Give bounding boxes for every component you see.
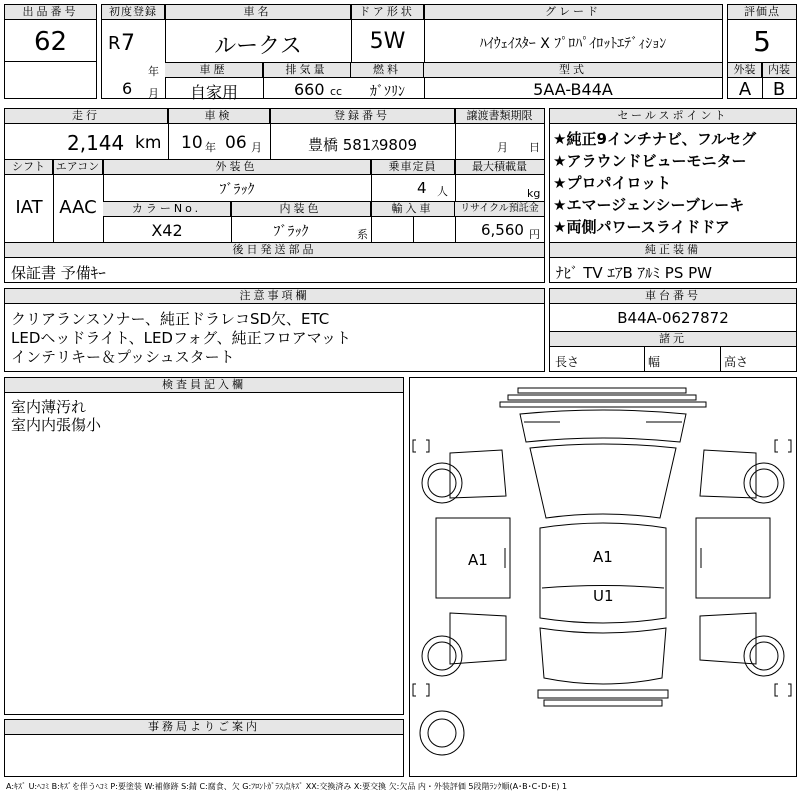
- mileage: 2,144: [67, 131, 125, 155]
- ext-color: ﾌﾞﾗｯｸ: [219, 182, 255, 198]
- damage-mark: A1: [468, 551, 488, 569]
- first-reg-label: 初度登録: [102, 5, 165, 20]
- office-box: [4, 719, 404, 777]
- color-no-label: カラーNo.: [103, 202, 231, 217]
- recycle-label: リサイクル預託金: [455, 202, 544, 217]
- mileage-unit: km: [135, 133, 162, 153]
- inspector-box: [4, 377, 404, 715]
- color-no: X42: [151, 221, 183, 240]
- fuel-label: 燃料: [351, 63, 424, 78]
- damage-mark: U1: [593, 587, 614, 605]
- transfer-month: 月: [497, 141, 508, 154]
- history: 自家用: [189, 83, 238, 102]
- int-color-unit: 系: [357, 228, 368, 241]
- sales-points-label: セールスポイント: [550, 109, 796, 124]
- reg-month: 6: [122, 79, 133, 98]
- inspection-label: 車検: [168, 109, 270, 124]
- shift-label: シフト: [5, 160, 53, 175]
- length-label: 長さ: [555, 355, 580, 369]
- lot-number-label: 出品番号: [5, 5, 96, 20]
- month-unit: 月: [148, 87, 159, 100]
- office-label: 事務局よりご案内: [5, 720, 403, 735]
- recycle-fee: 6,560: [481, 221, 524, 239]
- later-parts: 保証書 予備ｷｰ: [11, 264, 106, 282]
- ac-label: エアコン: [53, 160, 103, 175]
- chassis-label: 車台番号: [550, 289, 796, 304]
- reg-year: 7: [121, 31, 135, 56]
- displacement-label: 排気量: [263, 63, 351, 78]
- ext-color-label: 外装色: [103, 160, 371, 175]
- score-box: [727, 4, 797, 99]
- lot-number-box: [4, 4, 97, 99]
- capacity-label: 乗車定員: [371, 160, 455, 175]
- note-line: LEDヘッドライト、LEDフォグ、純正フロアマット: [11, 329, 352, 347]
- exterior-grade: A: [738, 79, 752, 100]
- car-diagram: [409, 377, 797, 777]
- transfer-day: 日: [529, 141, 540, 154]
- door-label: ドア形状: [351, 5, 424, 20]
- grade-label: グレード: [424, 5, 722, 20]
- grade: ﾊｲｳｪｲｽﾀｰ X ﾌﾟﾛﾊﾟｲﾛｯﾄｴﾃﾞｨｼｮﾝ: [479, 36, 667, 52]
- model-code: 5AA-B44A: [533, 80, 613, 99]
- inspection-year: 10: [181, 133, 203, 153]
- history-label: 車歴: [165, 63, 263, 78]
- legend: A:ｷｽﾞ U:ﾍｺﾐ B:ｷｽﾞを伴うﾍｺﾐ P:要塗装 W:補修跡 S:錆 C:腐食、欠 G:ﾌﾛﾝﾄｶﾞﾗｽ点ｷｽﾞ XX:交換済み X:要交換 欠:欠品 内・外装評価 5段階ﾗﾝｸ順(A･B･C･D･E) 1: [6, 782, 568, 791]
- factory-equipment: ﾅﾋﾞ TV ｴｱB ｱﾙﾐ PS PW: [556, 264, 712, 282]
- sales-point: ★エマージェンシーブレーキ: [553, 196, 745, 214]
- damage-mark: A1: [593, 548, 613, 566]
- chassis-box: [549, 288, 797, 372]
- era: R: [108, 33, 121, 54]
- width-label: 幅: [648, 355, 661, 369]
- notes-box: [4, 288, 545, 372]
- displacement: 660: [294, 80, 325, 99]
- displacement-unit: cc: [330, 85, 343, 98]
- model-label: 型式: [424, 63, 722, 78]
- capacity: 4: [417, 179, 427, 197]
- door-type: 5W: [369, 29, 406, 54]
- height-label: 高さ: [724, 355, 749, 369]
- plate-label: 登録番号: [270, 109, 455, 124]
- chassis-number: B44A-0627872: [617, 309, 729, 327]
- overall-score: 5: [753, 25, 771, 58]
- max-load-unit: kg: [527, 187, 541, 200]
- sales-points-box: [549, 108, 797, 283]
- max-load-label: 最大積載量: [455, 160, 544, 175]
- inspector-label: 検査員記入欄: [5, 378, 403, 393]
- exterior-grade-label: 外装: [728, 63, 762, 78]
- sales-point: ★アラウンドビューモニター: [553, 152, 747, 170]
- mileage-label: 走行: [5, 109, 168, 124]
- transfer-label: 譲渡書類期限: [455, 109, 544, 124]
- sales-point: ★両側パワースライドドア: [553, 218, 730, 236]
- ac: AAC: [59, 197, 97, 218]
- interior-grade: B: [772, 79, 786, 100]
- shift: IAT: [15, 197, 43, 218]
- sales-point: ★純正9インチナビ、フルセグ: [553, 130, 757, 148]
- int-color: ﾌﾞﾗｯｸ: [273, 224, 309, 240]
- fuel: ｶﾞｿﾘﾝ: [370, 84, 405, 100]
- inspector-line: 室内内張傷小: [11, 416, 102, 434]
- recycle-unit: 円: [529, 228, 540, 241]
- vehicle-info-box: [101, 4, 723, 102]
- score-label: 評価点: [728, 5, 796, 20]
- factory-equipment-label: 純正装備: [550, 243, 796, 258]
- specs-label: 諸元: [550, 332, 796, 347]
- later-parts-label: 後日発送部品: [5, 243, 544, 258]
- interior-grade-label: 内装: [762, 63, 796, 78]
- inspection-month: 06: [225, 133, 247, 153]
- inspection-year-unit: 年: [205, 141, 216, 154]
- int-color-label: 内装色: [231, 202, 371, 217]
- sales-point: ★プロパイロット: [553, 174, 672, 192]
- details-box: [4, 108, 545, 283]
- car-name-label: 車名: [165, 5, 351, 20]
- car-name: ルークス: [214, 34, 302, 59]
- car-outline: [410, 378, 796, 776]
- inspector-line: 室内薄汚れ: [11, 398, 87, 416]
- note-line: クリアランスソナー、純正ドラレコSD欠、ETC: [11, 310, 330, 328]
- notes-label: 注意事項欄: [5, 289, 544, 304]
- import-label: 輸入車: [371, 202, 455, 217]
- inspection-month-unit: 月: [251, 141, 262, 154]
- note-line: インテリキー＆プッシュスタート: [11, 348, 235, 366]
- capacity-unit: 人: [437, 185, 448, 198]
- year-unit: 年: [148, 65, 159, 78]
- lot-number: 62: [33, 27, 68, 57]
- plate-number: 豊橋 581ｽ9809: [307, 136, 418, 154]
